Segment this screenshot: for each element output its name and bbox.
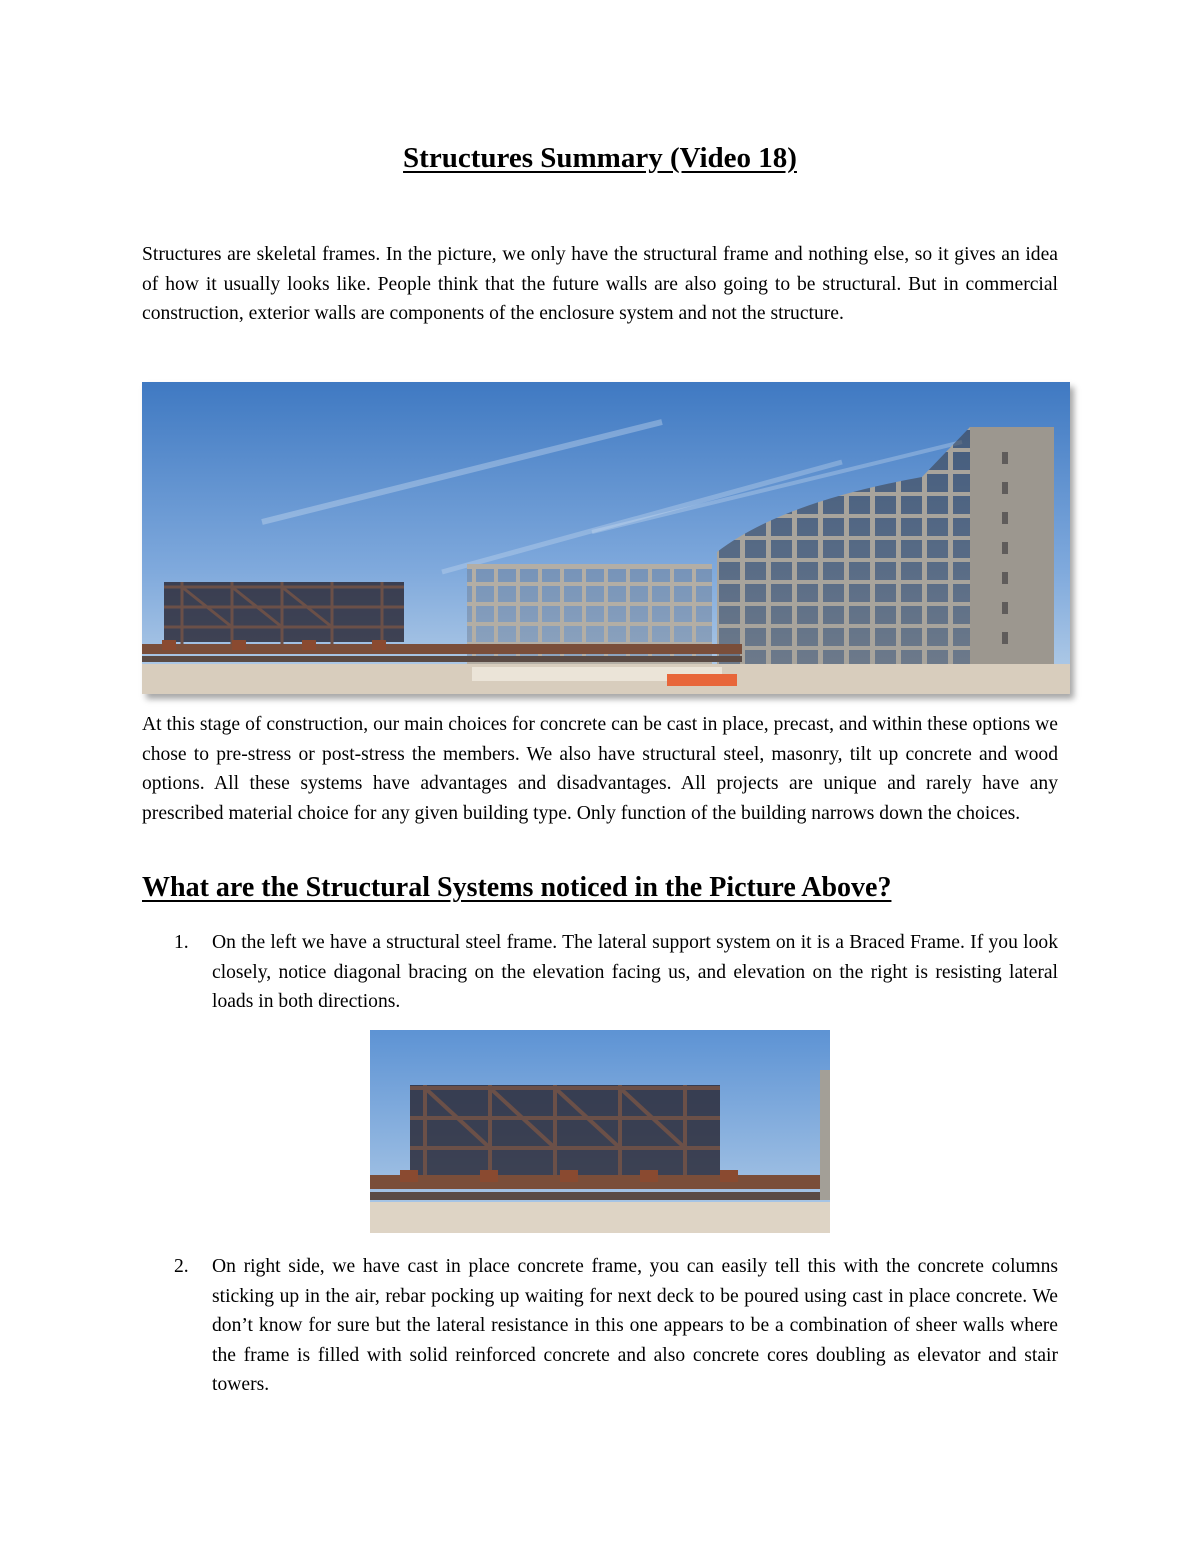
section-heading: What are the Structural Systems noticed in the Picture Above? <box>142 872 892 903</box>
steel-frame-photo <box>370 1030 830 1233</box>
construction-site-photo <box>142 382 1070 694</box>
materials-paragraph: At this stage of construction, our main choices for concrete can be cast in place, precast, and within these options we chose to pre-stress or post-stress the members. We also have structural steel, masonry, tilt up concrete and wood options. All these systems have advantages and disadvantages. All projects are unique and rarely have any prescribed material choice for any given building type. Only function of the building narrows down the choices. <box>142 714 1058 824</box>
list-number: 1. <box>174 932 189 953</box>
list-text: On the left we have a structural steel frame. The lateral support system on it is a Braced Frame. If you look closely, notice diagonal bracing on the elevation facing us, and elevation on the right is resisting lateral loads in both directions. <box>212 932 1058 1012</box>
intro-paragraph: Structures are skeletal frames. In the picture, we only have the structural frame and nothing else, so it gives an idea of how it usually looks like. People think that the future walls are also going to be structural. But in commercial construction, exterior walls are components of the enclosure system and not the structure. <box>142 244 1058 324</box>
list-text: On right side, we have cast in place concrete frame, you can easily tell this with the concrete columns sticking up in the air, rebar pocking up waiting for next deck to be poured using cast in place concrete. We don’t know for sure but the lateral resistance in this one appears to be a combination of sheer walls where the frame is filled with solid reinforced concrete and also concrete cores doubling as elevator and stair towers. <box>212 1256 1058 1395</box>
list-number: 2. <box>174 1256 189 1277</box>
page-title: Structures Summary (Video 18) <box>403 142 797 174</box>
